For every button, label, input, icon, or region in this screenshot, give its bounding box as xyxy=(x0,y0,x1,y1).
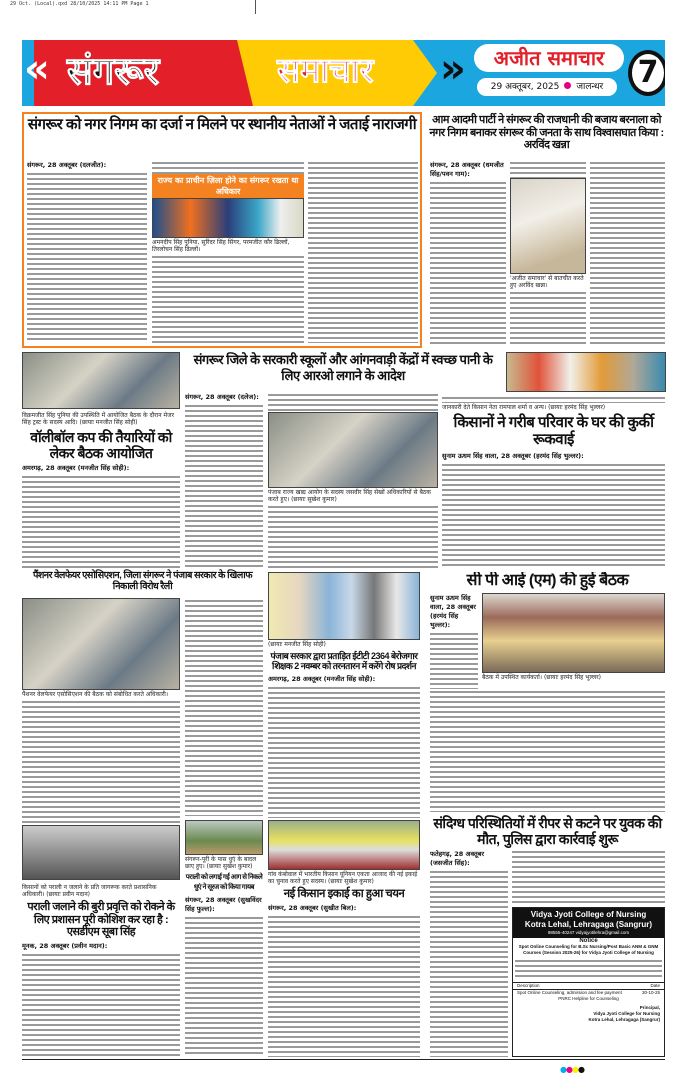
ett-article xyxy=(268,572,420,818)
volley-body xyxy=(22,474,180,568)
lead-col1 xyxy=(27,160,147,343)
college-ad xyxy=(512,907,665,1057)
aap-body-col3 xyxy=(590,160,665,345)
ad-row-date: 30-10-25 xyxy=(641,990,660,995)
ro-col2 xyxy=(268,392,438,568)
ro-body-col2 xyxy=(268,504,438,568)
ad-sign-college: Vidya Jyoti College for Nursing xyxy=(593,1011,660,1016)
lead-photos xyxy=(152,198,304,238)
aap-headline: आम आदमी पार्टी ने संगरूर की राजधानी की बजाय बरनाला को नगर निगम बनाकर संगरूर की जनता के साथ विश्वासघात किया : अरविंद खन्ना xyxy=(429,114,664,152)
ikai-headline: नई किसान इकाई का हुआ चयन xyxy=(283,888,405,900)
section-title-right: समाचार xyxy=(277,51,374,91)
aap-body-col1 xyxy=(430,180,506,345)
lead-dateline: संगरूर, 28 अक्तूबर (दलजीत): xyxy=(27,161,147,170)
ikai-article xyxy=(268,820,420,1057)
chevron-right-icon: » xyxy=(440,46,466,92)
cpim-article xyxy=(430,572,665,812)
reaper-dateline: फतेहगढ़, 28 अक्तूबर (जसजीत सिंह): xyxy=(430,850,508,868)
volley-headline: वॉलीबॉल कप की तैयारियों को लेकर बैठक आयोजित xyxy=(30,429,172,462)
ad-notice-body xyxy=(515,958,662,980)
ikai-dateline: संगरूर, 28 अक्तूबर (सुखीत बिल): xyxy=(268,904,420,913)
ikai-body xyxy=(268,914,420,1057)
cpim-photo xyxy=(482,593,665,673)
ro-col1 xyxy=(185,392,263,568)
kisan-caption: जानकारी देते किसान नेता रामपाल शर्मा व अन्य। (छायाः हरमंद सिंह भुल्लर) xyxy=(442,404,606,411)
issue-date: 29 अक्तूबर, 2025 xyxy=(490,82,560,92)
page-number: 7 xyxy=(628,50,665,96)
pension-photo xyxy=(22,598,180,690)
ett-body xyxy=(268,685,420,818)
ro-body-col3 xyxy=(442,395,665,403)
aap-col1 xyxy=(430,160,506,345)
kisan-headline: किसानों ने गरीब परिवार के घर की कुर्की रूकवाई xyxy=(453,414,654,449)
print-slug: 29 Oct. (Local).qxd 28/10/2025 14:11 PM Page 1 xyxy=(10,1,149,7)
registration-mark xyxy=(255,0,279,14)
cpim-body-cont xyxy=(430,689,665,812)
pension-col1 xyxy=(22,598,180,880)
ad-college-place: Kotra Lehal, Lehragaga (Sangrur) xyxy=(524,920,653,929)
ro-body-top xyxy=(268,392,438,412)
volley-caption: विक्रमजीत सिंह पूनिया की उपस्थिति में आयोजित बैठक के दौरान मेजर सिंह ट्रस्ट के सदस्य आदि। (छायाः मनजीत सिंह सोही) xyxy=(22,412,175,426)
ro-photo-caption: पंजाब राज्य खाद्य आयोग के सदस्य जसवीर सिंह सेखों अधिकारियों से बैठक करते हुए। (छायाः सुखेश कुमार) xyxy=(268,489,431,503)
ett-photo xyxy=(268,572,420,640)
cpim-row xyxy=(430,593,665,689)
ett-headline: पंजाब सरकार द्वारा प्रताड़ित ईटीटी 2364 बेरोजगार शिक्षक 2 नवम्बर को तरनतारन में करेंगे रोष प्रदर्शन xyxy=(270,651,418,672)
reaper-body-col1 xyxy=(430,869,508,1057)
bottom-rule xyxy=(22,1059,665,1060)
ad-row-desc: Spot Online Counseling, admission and fee payment xyxy=(517,990,622,995)
lead-photo-caption: अमनदीप सिंह पूनिया, सुरिंदर सिंह सिंगर, परमजीत कौर ढिल्लों, तिरलोचन सिंह ढिल्लों। xyxy=(152,239,290,253)
ro-body-col1 xyxy=(185,403,263,568)
reaper-headline: संदिग्ध परिस्थितियों में रीपर से कटने पर युवक की मौत, पुलिस द्वारा कार्रवाई शुरू xyxy=(433,815,662,848)
ad-col-desc: Description xyxy=(517,983,540,988)
parali-caption: किसानों को पराली न जलाने के प्रति जागरूक करते प्रशासनिक अधिकारी। xyxy=(22,884,157,898)
ad-contact: 98555-40247 vidyajyotilehra@gmail.com xyxy=(547,930,630,935)
smoke-article xyxy=(185,820,263,1057)
ad-sign-place: Kotra Lehal, Lehragaga (Sangrur) xyxy=(588,1017,660,1022)
reaper-col2 xyxy=(512,849,665,1057)
ikai-photo xyxy=(268,820,420,870)
cpim-photo-col xyxy=(482,593,665,689)
cpim-dateline: सुनाम ऊधम सिंह वाला, 28 अक्तूबर (हरमंद सिंह भुल्लर): xyxy=(430,594,478,630)
bullet-icon xyxy=(564,82,571,89)
cpim-headline: सी पी आई (एम) की हुई बैठक xyxy=(466,572,629,589)
ad-header xyxy=(513,908,664,938)
smoke-photo xyxy=(185,820,263,855)
lead-headline: संगरूर को नगर निगम का दर्जा न मिलने पर स्थानीय नेताओं ने जताई नाराजगी xyxy=(27,116,417,133)
ad-notice-title: Notice xyxy=(579,938,598,944)
lead-body-col1 xyxy=(27,171,147,343)
kisan-dateline: सुनाम ऊधम सिंह वाला, 28 अक्तूबर (हरमंद सिंह भुल्लर): xyxy=(442,452,665,461)
ad-helpline: PNRC Helpline for Counseling xyxy=(558,996,619,1001)
aap-dateline: संगरूर, 28 अक्तूबर (धमजीत सिंह/पवन गाम): xyxy=(430,161,506,179)
ro-photo-right xyxy=(506,352,666,392)
parali-headline: पराली जलाने की बुरी प्रवृत्ति को रोकने के लिए प्रशासन पूरी कोशिश कर रहा है : एसडीएम सूबा सिंह xyxy=(27,901,175,939)
section-title-left: संगरूर xyxy=(67,49,160,93)
kisan-body xyxy=(442,462,665,569)
parali-dateline: मूनक, 28 अक्तूबर (प्रवीन मदान): xyxy=(22,942,180,951)
reaper-article xyxy=(430,815,665,1057)
lead-banner: राज्य का प्राचीन ज़िला होने का संगरूर रखता था अधिकार xyxy=(152,174,304,198)
pension-body xyxy=(22,699,180,825)
aap-col2 xyxy=(510,160,586,345)
smoke-headline: पराली को लगाई गई आग से निकले धुएं ने सूरज को किया गायब xyxy=(185,874,263,891)
pension-body-col2 xyxy=(185,598,263,816)
reaper-body-col2 xyxy=(512,849,665,904)
lead-body-top xyxy=(152,160,304,174)
parali-caption-block xyxy=(22,884,180,898)
lead-body-col3 xyxy=(308,160,418,343)
pension-headline: पैंशनर वेलफेयर एसोसिएशन, जिला संगरूर ने पंजाब सरकार के खिलाफ निकाली विरोध रैली xyxy=(32,570,253,592)
ro-dateline: संगरूर, 28 अक्तूबर (दलेज): xyxy=(185,393,263,402)
color-registration-bar: ●●●● xyxy=(560,1065,584,1074)
lead-body-col2 xyxy=(152,254,304,343)
cpim-body xyxy=(430,631,478,689)
volley-dateline: अमरगढ़, 28 अक्तूबर (मनजीत सिंह सोही): xyxy=(22,464,180,473)
masthead xyxy=(22,40,665,106)
ro-photo-center xyxy=(268,412,438,488)
lead-col2 xyxy=(152,160,304,343)
ett-caption: (छायाः मनजीत सिंह सोही) xyxy=(268,641,326,648)
smoke-body xyxy=(185,915,263,1057)
aap-body-col2 xyxy=(510,290,586,345)
volley-article xyxy=(22,411,180,568)
ad-college-name: Vidya Jyoti College of Nursing xyxy=(530,910,647,919)
pension-caption: पैंशनर वेलफेयर एसोसिएशन की बैठक को संबोधित करते अधिकारी। xyxy=(22,691,169,698)
paper-name: अजीत समाचार xyxy=(474,44,624,72)
ro-headline: संगरूर जिले के सरकारी स्कूलों और आंगनवाड़ी केंद्रों में स्वच्छ पानी के लिए आरओ लगाने के आदेश xyxy=(193,352,493,383)
reaper-row xyxy=(430,849,665,1057)
smoke-dateline: संगरूर, 28 अक्तूबर (सुखविंदर सिंह फुल्ल): xyxy=(185,896,262,913)
chevron-left-icon: « xyxy=(24,46,50,92)
ro-photo-left xyxy=(22,352,180,409)
aap-body-top xyxy=(510,160,586,178)
smoke-caption: संगरूर-पूरी के पास धुएं के बादल छाए हुए। (छायाः सुखेश कुमार) xyxy=(185,856,257,870)
parali-article xyxy=(22,883,180,1057)
ikai-caption: गांव कंबोवाल में भारतीय किसान यूनियन एकता आजाद की नई इकाई का चुनाव करते हुए सदस्य। (छायाः सुखेश कुमार) xyxy=(268,871,418,885)
ad-col-date: Date xyxy=(650,983,660,988)
kisan-article xyxy=(442,395,665,568)
ad-signoff: Principal, xyxy=(639,1005,660,1010)
cpim-col1 xyxy=(430,593,478,689)
parali-credit: (छायाः प्रवीन मदान) xyxy=(46,891,90,898)
reaper-col1 xyxy=(430,849,508,1057)
dateline-pill xyxy=(477,78,617,96)
issue-city: जालन्धर xyxy=(576,82,604,92)
aap-photo-caption: 'अजीत समाचार' से बातचीत करते हुए अरविंद खन्ना। xyxy=(510,275,584,289)
cpim-caption: बैठक में उपस्थित कार्यकर्ता। (छायाः हरमंद सिंह भुल्लर) xyxy=(482,674,602,682)
ett-dateline: अमरगढ़, 28 अक्तूबर (मनजीत सिंह सोही): xyxy=(268,675,420,684)
ad-notice-sub: Spot Online Counseling for B.Sc Nursing/Post Basic ANM & GNM Courses (Session 2025-26) for Vidya Jyoti College of Nursing xyxy=(518,944,659,955)
parali-body xyxy=(22,952,180,1057)
aap-photo xyxy=(510,178,586,274)
parali-photo xyxy=(22,825,180,880)
